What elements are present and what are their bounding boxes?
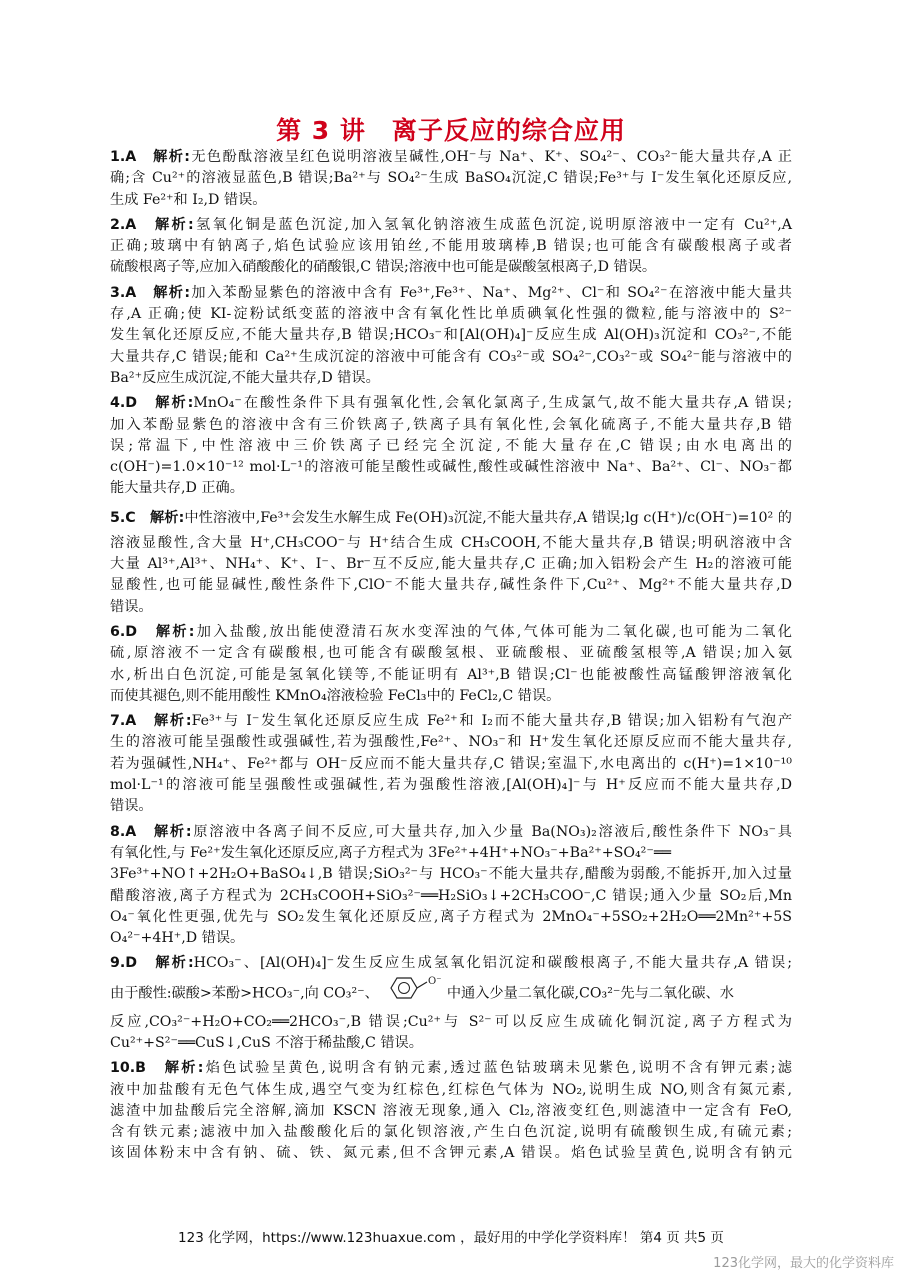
answer-item-7 [110,711,792,817]
page-footer: 123 化学网，https://www.123huaxue.com ，最好用的中学化学资料库！ 第4 页 共5 页 [178,1230,724,1246]
answer-text: 生的溶液可能呈强酸性或强碱性,若为强酸性,Fe²⁺、NO₃⁻和 H⁺发生氧化还原反应而不能大量共存, [110,734,792,751]
answer-text: 硫酸根离子等,应加入硝酸酸化的硝酸银,C 错误;溶液中也可能是碳酸氢根离子,D 错误。 [110,259,657,276]
answer-text: 有氧化性,与 Fe²⁺发生氧化还原反应,离子方程式为 3Fe²⁺+4H⁺+NO₃⁻+Ba²⁺+SO₄²⁻══ [110,844,671,861]
answer-item-2 [110,215,792,279]
answer-item-4 [110,393,792,499]
answer-text: 醋酸溶液,离子方程式为 2CH₃COOH+SiO₃²⁻══H₂SiO₃↓+2CH₃COO⁻,C 错误;通入少量 SO₂后,Mn [110,887,792,904]
answer-text: 加入苯酚显紫色的溶液中含有 Fe³⁺,Fe³⁺、Na⁺、Mg²⁺、Cl⁻和 SO₄²⁻在溶液中能大量共 [190,284,792,301]
answer-text: 中通入少量二氧化碳,CO₃²⁻先与二氧化碳、水 [446,985,734,1002]
answer-text: 加入苯酚显紫色的溶液中含有三价铁离子,铁离子具有氧化性,会氧化硫离子,不能大量共存,B 错 [110,416,792,433]
svg-text:O⁻: O⁻ [427,975,442,987]
answer-text: 大量 Al³⁺,Al³⁺、NH₄⁺、K⁺、I⁻、Br⁻互不反应,能大量共存,C 正确;加入铝粉会产生 H₂的溶液可能 [110,556,792,573]
answer-text: mol·L⁻¹的溶液可能呈强酸性或强碱性,若为强酸性溶液,[Al(OH)₄]⁻与 H⁺反应而不能大量共存,D [110,777,792,794]
answer-text: MnO₄⁻在酸性条件下具有强氧化性,会氧化氯离子,生成氯气,故不能大量共存,A 错误; [193,395,792,412]
answer-item-8 [110,822,792,950]
answer-text: 错误。 [110,598,153,615]
answer-label: 10.B 解析: [110,1060,204,1077]
answer-text: 正确;玻璃中有钠离子,焰色试验应该用铂丝,不能用玻璃棒,B 错误;也可能含有碳酸根离子或者 [110,238,792,255]
phenoxide-structure-icon [387,975,442,1012]
answer-text: 含有铁元素;滤液中加入盐酸酸化后的氯化钡溶液,产生白色沉淀,说明有硫酸钡生成,有硫元素; [110,1124,792,1141]
answer-text: 加入盐酸,放出能使澄清石灰水变浑浊的气体,气体可能为二氧化碳,也可能为二氧化 [194,623,792,640]
answer-item-3 [110,283,792,389]
answer-text: Fe³⁺与 I⁻发生氧化还原反应生成 Fe²⁺和 I₂而不能大量共存,B 错误;加入铝粉有气泡产 [191,713,793,730]
answer-text: 水,析出白色沉淀,可能是氢氧化镁等,不能证明有 Al³⁺,B 错误;Cl⁻也能被酸性高锰酸钾溶液氧化 [110,666,792,683]
answer-text: Cu²⁺+S²⁻══CuS↓,CuS 不溶于稀盐酸,C 错误。 [110,1034,423,1051]
answer-text: 氢氧化铜是蓝色沉淀,加入氢氧化钠溶液生成蓝色沉淀,说明原溶液中一定有 Cu²⁺,A [193,216,792,233]
answer-label: 4.D 解析: [110,395,194,412]
answer-text: 该固体粉末中含有钠、硫、铁、氮元素,但不含钾元素,A 错误。焰色试验呈黄色,说明含有钠元 [110,1145,792,1162]
answer-text: 而使其褪色,则不能用酸性 KMnO₄溶液检验 FeCl₃中的 FeCl₂,C 错误。 [110,687,561,704]
answer-text: 滤渣中加盐酸后完全溶解,滴加 KSCN 溶液无现象,通入 Cl₂,溶液变红色,则滤渣中一定含有 FeO, [110,1102,792,1119]
answer-item-6 [110,622,792,707]
answer-text: 能大量共存,D 正确。 [110,480,244,497]
page-title: 第 3 讲 离子反应的综合应用 [276,116,626,145]
answer-text: 溶液显酸性,含大量 H⁺,CH₃COO⁻与 H⁺结合生成 CH₃COOH,不能大量共存,B 错误;明矾溶液中含 [110,534,792,551]
answer-text: 错误。 [110,798,153,815]
answer-label: 1.A 解析: [110,149,190,165]
answer-text: 确;含 Cu²⁺的溶液显蓝色,B 错误;Ba²⁺与 SO₄²⁻生成 BaSO₄沉淀,C 错误;Fe³⁺与 I⁻发生氧化还原反应, [110,170,792,187]
answer-text: HCO₃⁻、[Al(OH)₄]⁻发生反应生成氢氧化铝沉淀和碳酸根离子,不能大量共存,A 错误; [193,955,792,972]
brand-watermark: 123化学网，最大的化学资料库 [713,1256,894,1271]
answer-text: Ba²⁺反应生成沉淀,不能大量共存,D 错误。 [110,369,380,386]
answer-text: 发生氧化还原反应,不能大量共存,B 错误;HCO₃⁻和[Al(OH)₄]⁻反应生成 Al(OH)₃沉淀和 CO₃²⁻,不能 [110,327,792,344]
answer-text: 中性溶液中,Fe³⁺会发生水解生成 Fe(OH)₃沉淀,不能大量共存,A 错误;lg c(H⁺)/c(OH⁻)=10² 的 [184,509,792,526]
answer-text: c(OH⁻)=1.0×10⁻¹² mol·L⁻¹的溶液可能呈酸性或碱性,酸性或碱性溶液中 Na⁺、Ba²⁺、Cl⁻、NO₃⁻都 [110,459,792,476]
answer-text: 液中加盐酸有无色气体生成,遇空气变为红棕色,红棕色气体为 NO₂,说明生成 NO,则含有氮元素, [110,1081,792,1098]
answer-text: 原溶液中各离子间不反应,可大量共存,加入少量 Ba(NO₃)₂溶液后,酸性条件下 NO₃⁻具 [191,823,792,840]
answer-text: 反应,CO₃²⁻+H₂O+CO₂══2HCO₃⁻,B 错误;Cu²⁺与 S²⁻可以反应生成硫化铜沉淀,离子方程式为 [110,1013,792,1030]
answer-text: 大量共存,C 错误;能和 Ca²⁺生成沉淀的溶液中可能含有 CO₃²⁻或 SO₄²⁻,CO₃²⁻或 SO₄²⁻能与溶液中的 [110,348,792,365]
answer-text: 误;常温下,中性溶液中三价铁离子已经完全沉淀,不能大量存在,C 错误;由水电离出的 [110,437,792,454]
answer-label: 7.A 解析: [110,713,192,730]
answer-label: 8.A 解析: [110,823,192,840]
answer-text: 硫,原溶液不一定含有碳酸根,也可能含有碳酸氢根、亚硫酸根、亚硫酸氢根等,A 错误;加入氨 [110,645,792,662]
answer-text: 生成 Fe²⁺和 I₂,D 错误。 [110,191,267,208]
answer-label: 3.A 解析: [110,284,191,301]
answer-text: 3Fe³⁺+NO↑+2H₂O+BaSO₄↓,B 错误;SiO₃²⁻与 HCO₃⁻不能大量共存,醋酸为弱酸,不能拆开,加入过量 [110,866,792,883]
answer-item-5 [110,504,792,618]
answer-text: 无色酚酞溶液呈红色说明溶液呈碱性,OH⁻与 Na⁺、K⁺、SO₄²⁻、CO₃²⁻能大量共存,A 正 [189,149,792,165]
answer-label: 9.D 解析: [110,955,194,972]
answer-text: 存,A 正确;使 KI-淀粉试纸变蓝的溶液中含有氧化性比单质碘氧化性强的微粒,能与溶液中的 S²⁻ [110,306,792,323]
answer-item-10 [110,1058,792,1164]
answer-text: O₄⁻氧化性更强,优先与 SO₂发生氧化还原反应,离子方程式为 2MnO₄⁻+5SO₂+2H₂O══2Mn²⁺+5S [110,908,792,925]
answer-text: 由于酸性:碳酸>苯酚>HCO₃⁻,向 CO₃²⁻、 [110,985,379,1002]
answer-text: O₄²⁻+4H⁺,D 错误。 [110,930,245,947]
answer-list [110,147,792,1169]
answer-text: 显酸性,也可能显碱性,酸性条件下,ClO⁻不能大量共存,碱性条件下,Cu²⁺、Mg²⁺不能大量共存,D [110,577,792,594]
answer-item-1 [110,147,792,211]
answer-label: 6.D 解析: [110,623,195,640]
answer-item-9 [110,953,792,1054]
answer-text: 焰色试验呈黄色,说明含有钠元素,透过蓝色钴玻璃未见紫色,说明不含有钾元素;滤 [203,1060,792,1077]
answer-text: 若为强碱性,NH₄⁺、Fe²⁺都与 OH⁻反应而不能大量共存,C 错误;室温下,水电离出的 c(H⁺)=1×10⁻¹⁰ [110,755,792,772]
answer-label: 5.C 解析: [110,509,185,526]
answer-label: 2.A 解析: [110,216,194,233]
